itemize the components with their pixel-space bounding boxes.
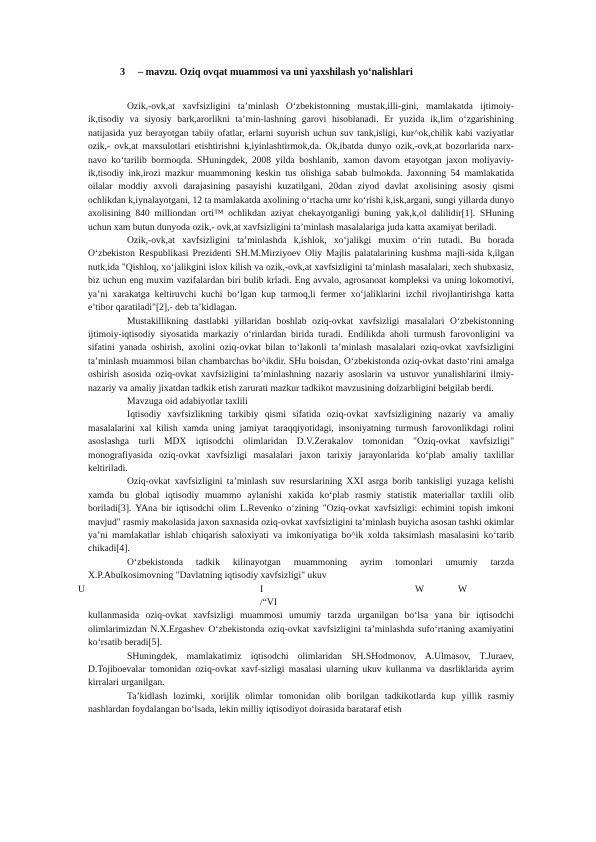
stray-glyph: /“VI	[260, 597, 278, 609]
paragraph: Iqtisodiy xavfsizlikning tarkibiy qismi sifatida oziq-ovkat xavfsizligining nazariy va amaliy masalalarini xal kilish xamda uning jamiyat taraqqiyotidagi, insoniyatning turmush farovonlikdagi rolini asoslashga turli MDX iqtisodchi olimlaridan D.V.Zerakalov tomonidan "Oziq-ovkat xavfsizligi" monografiyasida oziq-ovkat xavfsizligi masalalari jaxon tarixiy jarayonlarida ko‘plab amaliy taxlillar keltiriladi.	[88, 409, 514, 474]
paragraph: Ta’kidlash lozimki, xorijlik olimlar tomonidan olib borilgan tadkikotlarda kup yillik rasmiy nashlardan foydalangan bo‘lsada, lekin milliy iqtisodiyot doirasida barataraf etish	[88, 690, 514, 716]
paragraph: Ozik,-ovk,at xavfsizligini ta’minlash O‘zbekistonning mustak,illi-gini, mamlakatda ijtimoiy-ik,tisodiy va siyosiy bark,arorlikni ta’min-lashning garovi hisoblanadi. Er yuzida ik,lim o‘zgarishining natijasida yuz berayotgan tabiiy ofatlar, erlarni suyurish uchun suv tank,isligi, kur^ok,chilik kabi vaziyatlar ozik,- ovk,at maxsulotlari etishtirishni k,iyinlashtirmok,da. Ok,ibatda dunyo ozik,-ovk,at bozorlarida narx-navo ko‘tarilib bormoqda. SHuningdek, 2008 yilda boshlanib, xamon davom etayotgan jaxon moliyaviy-ik,tisodiy ink,irozi mazkur muammoning keskin tus olishiga sabab bulmokda. Jaxonning 54 mamlakatida oilalar moddiy axvoli darajasining pasayishi kuzatilgani, 20dan ziyod davlat axolisining asosiy qismi ochlikdan k,iynalayotgani, 12 ta mamlakatda axolining o‘rtacha umr ko‘rishi k,isk,argani, sungi yillarda dunyo axolisining 840 milliondan orti™ ochlikdan aziyat chekayotganligi buning yak,k,ol dalilidir[1]. SHuning uchun xam butun dunyoda ozik,- ovk,at xavfsizligini ta’minlash masalalariga juda katta axamiyat beriladi.	[88, 101, 514, 233]
stray-glyph: I	[260, 583, 264, 595]
section-number: 3	[120, 67, 126, 78]
stray-glyph-line	[78, 583, 514, 596]
stray-glyph-line	[88, 596, 514, 609]
stray-glyph: W	[415, 583, 425, 595]
stray-glyph: U	[78, 583, 85, 595]
paragraph: Ozik,-ovk,at xavfsizligini ta’minlashda k,ishlok, xo‘jalikgi muxim o‘rin tutadi. Bu borada O‘zbekiston Respublikasi Prezidenti SH.M.Mirziyoev Oliy Majlis palatalarining kushma majli-sida k,ilgan nutk,ida "Qishloq, xo‘jalikgini islox kilish va ozik,-ovk,at xavfsizligini ta’minlash masalalari, xech shubxasiz, biz uchun eng muxim vazifalardan biri bulib krladi. Eng avvalo, agrosanoat kompleksi va uning lokomotivi, ya’ni xarakatga keltiruvchi kuchi bo‘lgan kup tarmoq,li fermer xo‘jaliklarini izchil rivojlantirishga katta e’tibor qaratiladi"[2],- deb ta’kidlagan.	[88, 235, 514, 314]
paragraph: SHuningdek, mamlakatimiz iqtisodchi olimlaridan SH.SHodmonov, A.Ulmasov, T.Juraev, D.Tojiboevalar tomonidan oziq-ovkat xavf-sizligi masalasi ularning ukuv kullanma va dasrliklarida ayrim kirralari urganilgan.	[88, 650, 514, 689]
document-body	[78, 100, 514, 717]
paragraph: Oziq-ovkat xavfsizligini ta’minlash suv resurslarining XXI asrga borib tankisligi yuzaga kelishi xamda bu global iqtisodiy muammo aylanishi xakida ko‘plab rasmiy statistik materiallar taxlili olib boriladi[3]. YAna bir iqtisodchi olim L.Revenko o‘zining "Oziq-ovkat xavfsizligi: echimini topish imkoni mavjud" rasmiy makolasida jaxon saxnasida oziq-ovkat xavfsizligini ta’minlash buyicha asosan tashki okimlar ya’ni mamlakatlar ishlab chiqarish saloxiyati va imkoniyatiga bo^ik xolda taksimlash masalasini ko‘tarib chikadi[4].	[88, 476, 514, 555]
stray-glyph: W	[458, 583, 468, 595]
subheading: Mavzuga oid adabiyotlar taxlili	[127, 395, 248, 407]
paragraph: kullanmasida oziq-ovkat xavfsizligi muammosi umumiy tarzda urganilgan bo‘lsa yana bir iqtisodchi olimlarimizdan N.X.Ergashev O‘zbekistonda oziq-ovkat xavfsizligini ta’minlashda sufo‘rtaning axamiyatini ko‘rsatib beradi[5].	[88, 610, 514, 649]
section-heading	[120, 66, 413, 79]
paragraph: O‘zbekistonda tadkik kilinayotgan muammoning ayrim tomonlari umumiy tarzda X.P.Abulkosimovning "Davlatning iqtisodiy xavfsizligi" ukuv	[88, 556, 514, 582]
paragraph: Mustakillikning dastlabki yillaridan boshlab oziq-ovkat xavfsizligi masalalari O‘zbekistonning ijtimoiy-iqtisodiy siyosatida markaziy o‘rinlardan birida turadi. Endilikda aholi turmush farovonligini va sifatini yanada oshirish, axolini oziq-ovkat bilan to‘lakonli ta’minlash masalalari oziq-ovkat xavfsizligini ta’minlash muammosi bilan chambarchas bo^ikdir. SHu boisdan, O‘zbekistonda oziq-ovkat dasto‘rini amalga oshirish asosida oziq-ovkat xavfsizligini ta’minlashning nazariy asoslarin va ustuvor yunalishlarini ilmiy- nazariy va amaliy jixatdan tadkik etish zarurati mazkur tadkikot mavzusining dolzarbligini belgilab berdi.	[88, 315, 514, 394]
section-title: – mavzu. Oziq ovqat muammosi va uni yaxshilash yo‘nalishlari	[138, 67, 413, 78]
